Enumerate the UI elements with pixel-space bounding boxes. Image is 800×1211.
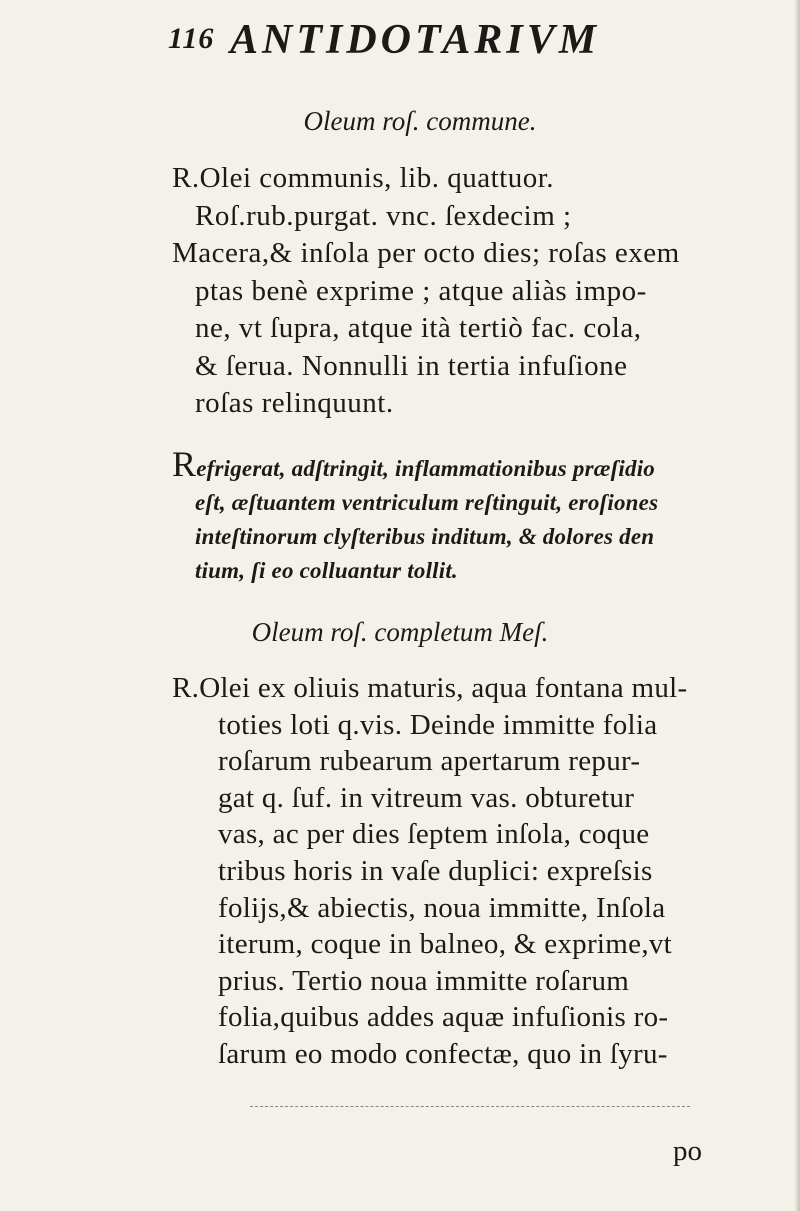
page-edge-shadow bbox=[794, 0, 800, 1211]
text-line: R.Olei communis, lib. quattuor. bbox=[172, 162, 555, 194]
text-line: ptas benè exprime ; atque aliàs impo- bbox=[195, 274, 647, 307]
drop-cap: R bbox=[172, 444, 197, 484]
text-line: iterum, coque in balneo, & exprime,vt bbox=[218, 928, 673, 961]
running-title: ANTIDOTARIVM bbox=[230, 17, 601, 63]
text-line: roſarum rubearum apertarum repur- bbox=[218, 745, 641, 778]
page-number: 116 bbox=[168, 22, 215, 55]
page-header bbox=[168, 14, 668, 64]
text-line: eſt, æſtuantem ventriculum reſtinguit, eroſiones bbox=[195, 490, 659, 515]
text-line bbox=[172, 444, 658, 486]
recipe-text-commune bbox=[172, 160, 680, 423]
bleed-through-mark bbox=[250, 1106, 690, 1107]
virtues-first-line: efrigerat, adſtringit, inflammationibus præſidio bbox=[196, 456, 656, 481]
recipe-text-completum bbox=[172, 670, 687, 1073]
catchword: po bbox=[673, 1135, 702, 1167]
text-line: inteſtinorum clyſteribus inditum, & dolores den bbox=[195, 524, 655, 549]
text-line: tribus horis in vaſe duplici: expreſsis bbox=[218, 854, 653, 887]
text-line: folia,quibus addes aquæ infuſionis ro- bbox=[218, 1001, 669, 1034]
text-line: Macera,& inſola per octo dies; roſas exem bbox=[172, 237, 680, 269]
text-line: prius. Tertio noua immitte roſarum bbox=[218, 964, 630, 997]
text-line: tium, ſi eo colluantur tollit. bbox=[195, 558, 458, 583]
text-line: folijs,& abiectis, noua immitte, Inſola bbox=[218, 891, 666, 924]
section-heading-oleum-commune: Oleum roſ. commune. bbox=[303, 106, 537, 136]
text-line: gat q. ſuf. in vitreum vas. obturetur bbox=[218, 781, 635, 814]
text-line: roſas relinquunt. bbox=[195, 387, 394, 419]
text-line: ſarum eo modo confectæ, quo in ſyru- bbox=[218, 1037, 668, 1070]
text-line: Roſ.rub.purgat. vnc. ſexdecim ; bbox=[195, 199, 572, 232]
text-line: R.Olei ex oliuis maturis, aqua fontana mul- bbox=[172, 672, 688, 704]
virtues-paragraph bbox=[172, 444, 659, 588]
text-line: vas, ac per dies ſeptem inſola, coque bbox=[218, 818, 650, 851]
text-line: toties loti q.vis. Deinde immitte folia bbox=[218, 708, 658, 741]
text-line: ne, vt ſupra, atque ità tertiò fac. cola, bbox=[195, 312, 642, 344]
text-line: & ſerua. Nonnulli in tertia infuſione bbox=[195, 349, 628, 382]
section-heading-oleum-completum: Oleum roſ. completum Meſ. bbox=[251, 617, 549, 647]
